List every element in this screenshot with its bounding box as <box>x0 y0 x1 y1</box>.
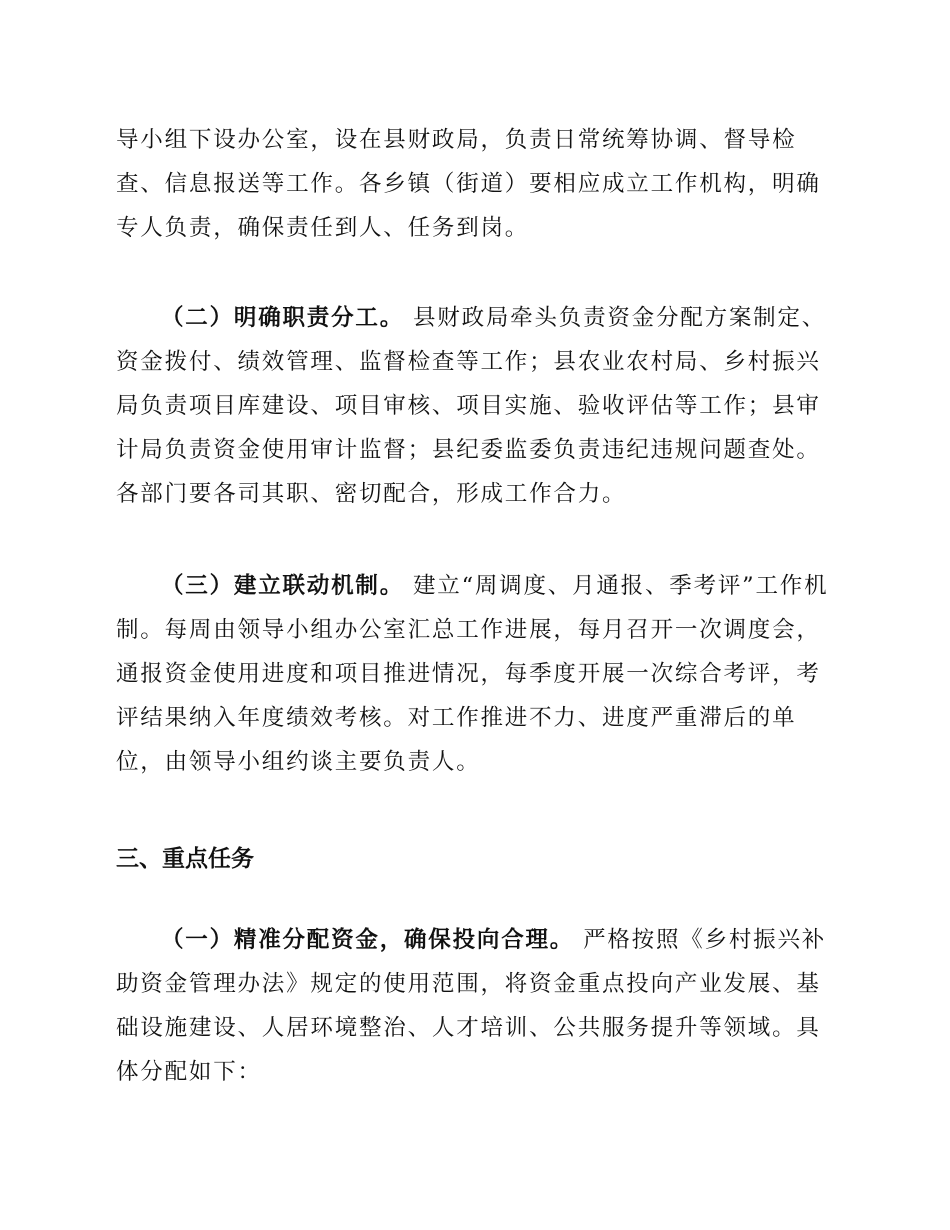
section-2-paragraph <box>116 296 836 516</box>
task-1-body: 严格按照《乡村振兴补助资金管理办法》规定的使用范围，将资金重点投向产业发展、基础设施建设、人居环境整治、人才培训、公共服务提升等领域。具体分配如下： <box>116 927 827 1085</box>
section-3-body: 建立“周调度、月通报、季考评”工作机制。每周由领导小组办公室汇总工作进展，每月召开一次调度会，通报资金使用进度和项目推进情况，每季度开展一次综合考评，考评结果纳入年度绩效考核。对工作推进不力、进度严重滞后的单位，由领导小组约谈主要负责人。 <box>116 573 829 775</box>
section-3-heading: （三）建立联动机制。 <box>161 573 405 599</box>
continuation-paragraph <box>116 118 836 250</box>
task-1-heading: （一）精准分配资金，确保投向合理。 <box>161 927 575 953</box>
section-2-heading: （二）明确职责分工。 <box>161 305 405 331</box>
section-3-paragraph <box>116 564 836 784</box>
section-2-body: 县财政局牵头负责资金分配方案制定、资金拨付、绩效管理、监督检查等工作；县农业农村局、乡村振兴局负责项目库建设、项目审核、项目实施、验收评估等工作；县审计局负责资金使用审计监督；县纪委监委负责违纪违规问题查处。各部门要各司其职、密切配合，形成工作合力。 <box>116 305 827 507</box>
chapter-title: 三、重点任务 <box>116 846 254 872</box>
paragraph-text: 导小组下设办公室，设在县财政局，负责日常统筹协调、督导检查、信息报送等工作。各乡镇（街道）要相应成立工作机构，明确专人负责，确保责任到人、任务到岗。 <box>116 127 821 241</box>
task-1-paragraph <box>116 918 836 1094</box>
